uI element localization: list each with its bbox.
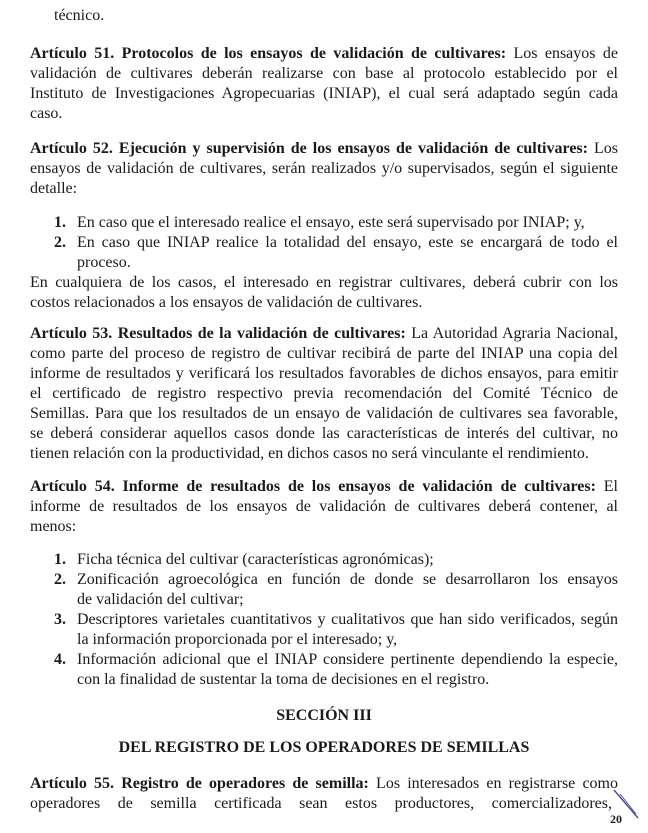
list-item: Descriptores varietales cuantitativos y cualitativos que han sido verificados, según bbox=[77, 611, 618, 628]
list-number: 2. bbox=[54, 571, 66, 588]
text-line: validación de cultivares deberán realizarse con base al protocolo establecido por el bbox=[30, 65, 618, 82]
text-line: tienen relación con la productividad, en dichos casos no será vinculante el rendimiento. bbox=[30, 445, 589, 462]
text-line: Instituto de Investigaciones Agropecuarias (INIAP), el cual será adaptado según cada bbox=[30, 85, 618, 102]
article-53-heading: Artículo 53. Resultados de la validación de cultivares: La Autoridad Agraria Nacional, bbox=[30, 325, 619, 342]
page-number: 20 bbox=[610, 812, 622, 826]
text-line: el certificado de registro respectivo previa recomendación del Comité Técnico de bbox=[30, 385, 618, 402]
list-item-continuation: con la finalidad de sustentar la toma de decisiones en el registro. bbox=[77, 671, 490, 688]
list-item: Ficha técnica del cultivar (características agronómicas); bbox=[77, 551, 434, 568]
text-line: ensayos de validación de cultivares, serán realizados y/o supervisados, según el siguiente bbox=[30, 160, 618, 177]
list-item: En caso que el interesado realice el ensayo, este será supervisado por INIAP; y, bbox=[77, 214, 585, 231]
article-52-heading: Artículo 52. Ejecución y supervisión de los ensayos de validación de cultivares: Los bbox=[30, 140, 618, 157]
list-item-continuation: proceso. bbox=[77, 254, 131, 271]
list-number: 4. bbox=[54, 651, 66, 668]
list-number: 1. bbox=[54, 214, 66, 231]
article-51-heading: Artículo 51. Protocolos de los ensayos de validación de cultivares: Los ensayos de bbox=[30, 45, 618, 62]
list-number: 1. bbox=[54, 551, 66, 568]
text-line: técnico. bbox=[54, 7, 105, 24]
text-line: informe de resultados y verificará los resultados favorables de dichos ensayos, para emitir bbox=[30, 365, 618, 382]
article-55-heading: Artículo 55. Registro de operadores de semilla: Los interesados en registrarse como bbox=[30, 775, 619, 792]
list-item: En caso que INIAP realice la totalidad del ensayo, este se encargará de todo el bbox=[77, 234, 618, 251]
text-line: como parte del proceso de registro de cultivar recibirá de parte del INIAP una copia del bbox=[30, 345, 618, 362]
text-line: Semillas. Para que los resultados de un ensayo de validación de cultivares sea favorable, bbox=[30, 405, 618, 422]
list-item-continuation: la información proporcionada por el interesado; y, bbox=[77, 631, 398, 648]
list-item: Zonificación agroecológica en función de donde se desarrollaron los ensayos bbox=[77, 571, 618, 588]
list-number: 2. bbox=[54, 234, 66, 251]
text-line: informe de resultados de los ensayos de validación de cultivares deberá contener, al bbox=[30, 498, 618, 515]
text-line: detalle: bbox=[30, 180, 78, 197]
text-line: caso. bbox=[30, 105, 63, 122]
section-number: SECCIÓN III bbox=[276, 707, 372, 724]
text-line: costos relacionados a los ensayos de validación de cultivares. bbox=[30, 294, 423, 311]
text-line: se deberá considerar aquellos casos donde las características de interés del cultivar, no bbox=[30, 425, 618, 442]
list-number: 3. bbox=[54, 611, 66, 628]
text-line: En cualquiera de los casos, el interesado en registrar cultivares, deberá cubrir con los bbox=[30, 274, 618, 291]
list-item-continuation: de validación del cultivar; bbox=[77, 591, 244, 608]
article-54-heading: Artículo 54. Informe de resultados de los ensayos de validación de cultivares: El bbox=[30, 478, 618, 495]
text-line: operadores de semilla certificada sean estos productores, comercializadores, bbox=[30, 795, 612, 812]
section-title: DEL REGISTRO DE LOS OPERADORES DE SEMILLAS bbox=[118, 739, 530, 756]
list-item: Información adicional que el INIAP considere pertinente dependiendo la especie, bbox=[77, 651, 618, 668]
text-line: menos: bbox=[30, 518, 77, 535]
